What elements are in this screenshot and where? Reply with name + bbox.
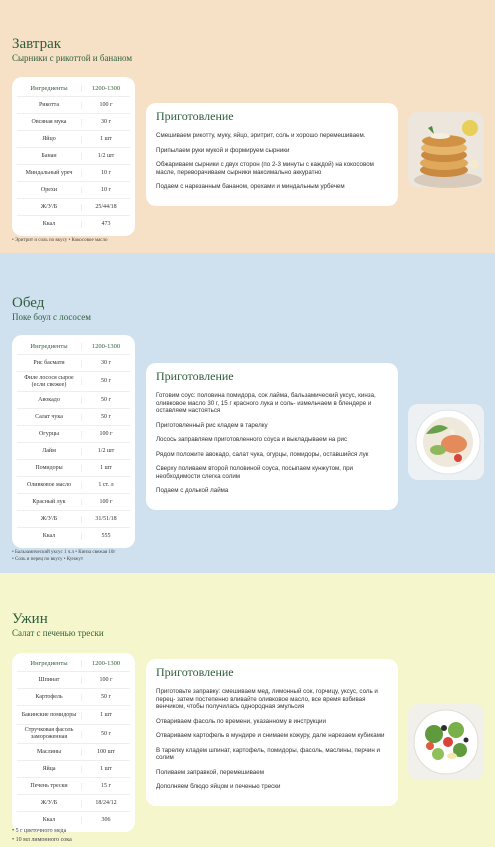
prep-step: Приготовленный рис кладем в тарелку — [156, 421, 268, 429]
table-row — [17, 528, 130, 545]
prep-step: Отвариваем картофель в мундире и снимаем кожуру, дале нарезаем кубиками — [156, 732, 385, 739]
lunch-subtitle: Поке боул с лососем — [12, 312, 91, 322]
dinner-section — [0, 573, 495, 847]
ingredient-amount: 100 шт — [81, 749, 130, 756]
prep-step: Смешиваем рикотту, муку, яйцо, эритрит, соль и хорошо перемешиваем. — [156, 132, 366, 139]
ingredient-name: Помидоры — [35, 464, 63, 471]
table-row — [17, 199, 130, 216]
prep-step: Рядом положите авокадо, салат чука, огурцы, помидоры, оставшийся лук — [156, 450, 369, 458]
ingredient-amount: 18/24/12 — [81, 800, 130, 807]
ingredient-amount: 555 — [81, 533, 130, 540]
ingredient-name: Миндальный уреч — [25, 169, 73, 176]
prep-step: Дополняем блюдо яйцом и печенью трески — [156, 783, 281, 790]
ingredient-amount: 1/2 шт — [81, 448, 130, 455]
table-row — [17, 511, 130, 528]
lunch-notes-line-1: • Бальзамический уксус 1 ч.л • Кинза свежая 10г — [12, 550, 116, 555]
prep-title: Приготовление — [156, 369, 234, 383]
table-row — [17, 392, 130, 409]
table-row — [17, 689, 130, 706]
header-ingredients: Ингредиенты — [30, 660, 68, 667]
table-row — [17, 165, 130, 182]
table-row — [17, 460, 130, 477]
ingredient-name: Шпинат — [38, 676, 60, 683]
table-row — [17, 744, 130, 761]
ingredient-name: Картофель — [35, 693, 63, 700]
prep-step: Отвариваем фасоль по времени, указанному в инструкции — [156, 717, 326, 725]
ingredient-amount: 30 г — [81, 119, 130, 126]
prep-step: В тарелку кладем шпинат, картофель, помидоры, фасоль, маслины, перчин и солим — [156, 746, 380, 761]
table-row — [17, 355, 130, 372]
table-row — [17, 778, 130, 795]
breakfast-preparation-card — [146, 103, 398, 206]
dinner-ingredients-table — [12, 653, 135, 832]
table-row — [17, 426, 130, 443]
ingredient-amount: 1 шт — [81, 465, 130, 472]
ingredient-amount: 473 — [81, 221, 130, 228]
prep-title: Приготовление — [156, 109, 234, 123]
prep-step: Подаем с нарезанным бананом, орехами и миндальным урбечем — [156, 183, 345, 190]
prep-title: Приготовление — [156, 665, 234, 679]
dinner-notes-line-2: • 10 мл лимонного сока — [12, 837, 72, 843]
ingredient-name: Овсяная мука — [31, 118, 67, 125]
ingredient-name: Красный лук — [32, 498, 66, 505]
ingredient-name: Оливковое масло — [26, 481, 72, 488]
ingredient-amount: 1/2 шт — [81, 153, 130, 160]
prep-step: Сверху поливаем второй половиной соуса, посыпаем кунжутом, при необходимости слегка солим — [156, 465, 353, 480]
prep-step: Поливаем заправкой, перемешиваем — [156, 768, 264, 776]
table-row — [17, 182, 130, 199]
breakfast-section — [0, 0, 495, 253]
ingredient-name: Печень трески — [30, 782, 68, 789]
lunch-title: Обед — [12, 295, 45, 311]
ingredient-name: Филе лосося сырое (если свежее) — [24, 374, 74, 388]
ingredient-amount: 100 г — [81, 431, 130, 438]
prep-step: Лосось заправляем приготовленного соуса и выкладываем на рис — [156, 436, 348, 443]
ingredient-amount: 100 г — [81, 499, 130, 506]
ingredient-name: Орехи — [40, 186, 58, 193]
table-row — [17, 761, 130, 778]
ingredient-name: Лайм — [42, 447, 56, 454]
dinner-title: Ужин — [12, 611, 48, 627]
table-header-row — [17, 338, 130, 355]
ingredient-amount: 1 шт — [81, 712, 130, 719]
ingredient-amount: 50 г — [81, 694, 130, 701]
ingredient-name: Яйца — [42, 765, 56, 772]
ingredient-name: Стручковая фасоль замороженная — [24, 727, 74, 740]
lunch-section — [0, 253, 495, 573]
table-row — [17, 477, 130, 494]
header-calories: 1200-1300 — [81, 660, 130, 667]
syrniki-image — [408, 112, 484, 188]
table-header-row — [17, 80, 130, 97]
table-row — [17, 216, 130, 233]
ingredient-amount: 31/51/18 — [81, 516, 130, 523]
ingredient-amount: 50 г — [81, 378, 130, 385]
lunch-preparation-card — [146, 363, 398, 510]
header-calories: 1200-1300 — [81, 85, 130, 92]
table-row — [17, 494, 130, 511]
table-row — [17, 725, 130, 744]
ingredient-amount: 100 г — [81, 677, 130, 684]
dinner-preparation-card — [146, 659, 398, 806]
ingredient-name: Ккал — [42, 221, 56, 227]
ingredient-amount: 30 г — [81, 360, 130, 367]
breakfast-title: Завтрак — [12, 36, 62, 52]
table-row — [17, 97, 130, 114]
ingredient-name: Салат чука — [35, 413, 63, 420]
ingredient-amount: 10 г — [81, 187, 130, 194]
ingredient-name: Ккал — [42, 533, 56, 539]
ingredient-amount: 50 г — [81, 731, 130, 738]
poke-bowl-image — [408, 404, 484, 480]
ingredient-amount: 1 шт — [81, 766, 130, 773]
prep-step: Приготовьте заправку: смешиваем мед, лимонный сок, горчицу, уксус, соль и перец- затем постепенно вливайте оливковое масло, все время взбивая венчиком, чтобы получилась однородная эмульсия — [156, 688, 378, 710]
prep-step: Подаем с долькой лайма — [156, 487, 229, 494]
poke-bowl-photo — [408, 404, 484, 480]
ingredient-name: Ж/У/Б — [40, 515, 58, 522]
ingredient-name: Ж/У/Б — [40, 799, 58, 806]
ingredient-amount: 306 — [81, 817, 130, 824]
ingredient-name: Банан — [41, 152, 57, 159]
table-row — [17, 372, 130, 392]
cod-liver-salad-image — [408, 704, 484, 780]
breakfast-ingredients-table — [12, 77, 135, 236]
ingredient-name: Ж/У/Б — [40, 203, 58, 210]
table-row — [17, 443, 130, 460]
ingredient-name: Рикотта — [38, 101, 60, 108]
header-ingredients: Ингредиенты — [30, 342, 68, 350]
table-row — [17, 114, 130, 131]
ingredient-name: Маслины — [36, 748, 62, 755]
ingredient-amount: 1 ст. л — [81, 482, 130, 489]
ingredient-name: Огурцы — [38, 430, 60, 437]
breakfast-notes: • Эритрит и соль по вкусу • Кокосовое масло — [12, 238, 108, 243]
ingredient-amount: 25/44/18 — [81, 204, 130, 211]
ingredient-amount: 10 г — [81, 170, 130, 177]
lunch-notes-line-2: • Соль и перец по вкусу • Кунжут — [12, 557, 84, 562]
prep-step: Обжариваем сырники с двух сторон (по 2-3 минуты с каждой) на кокосовом масле, переворачиваем сырники максимально аккуратно — [156, 161, 374, 176]
prep-step: Готовим соус: половина помидора, сок лайма, бальзамический уксус, кинза, оливковое масло 30 г, 15 г красного лука и соль- измельчаем в блендере и оставляем настояться — [156, 392, 376, 414]
syrniki-photo — [408, 112, 484, 188]
dinner-notes-line-1: • 5 г цветочного меда — [12, 828, 67, 834]
ingredient-name: Яйцо — [42, 135, 56, 142]
ingredient-amount: 15 г — [81, 783, 130, 790]
ingredient-amount: 1 шт — [81, 136, 130, 143]
ingredient-amount: 50 г — [81, 397, 130, 404]
ingredient-name: Рис басмати — [33, 359, 65, 366]
table-header-row — [17, 656, 130, 672]
table-row — [17, 148, 130, 165]
ingredient-name: Ккал — [42, 817, 56, 823]
cod-liver-salad-photo — [408, 704, 484, 780]
table-row — [17, 409, 130, 426]
table-row — [17, 795, 130, 812]
header-calories: 1200-1300 — [81, 343, 130, 350]
ingredient-name: Бакинские помидоры — [21, 711, 77, 718]
ingredient-name: Авокадо — [38, 396, 60, 403]
table-row — [17, 131, 130, 148]
ingredient-amount: 50 г — [81, 414, 130, 421]
dinner-subtitle: Салат с печенью трески — [12, 628, 104, 638]
table-row — [17, 672, 130, 689]
lunch-ingredients-table — [12, 335, 135, 548]
breakfast-subtitle: Сырники с рикоттой и бананом — [12, 53, 133, 63]
table-row — [17, 706, 130, 725]
prep-step: Припылаем руки мукой и формируем сырники — [156, 146, 290, 154]
header-ingredients: Ингредиенты — [30, 84, 68, 92]
ingredient-amount: 100 г — [81, 102, 130, 109]
